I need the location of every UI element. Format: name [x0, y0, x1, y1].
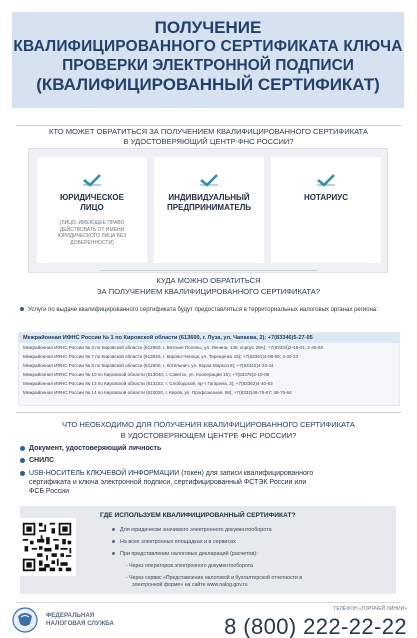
usage-line	[112, 539, 236, 546]
usage-sub: - Через сервис «Представление налоговой и бухгалтерской отчетности в	[126, 575, 303, 581]
bullet-icon	[112, 540, 115, 543]
where-heading-2: ЗА ПОЛУЧЕНИЕМ КВАЛИФИЦИРОВАННОГО СЕРТИФИКАТА?	[96, 287, 321, 296]
qr-code	[18, 518, 76, 576]
doc-item-text: СНИЛС	[29, 457, 55, 464]
checkmark-icon	[199, 173, 219, 187]
card-note: (ЛИЦО, ИМЕЮЩЕЕ ПРАВО ДЕЙСТВОВАТЬ ОТ ИМЕНИ ЮРИДИЧЕСКОГО ЛИЦА БЕЗ ДОВЕРЕННОСТИ)	[57, 220, 127, 246]
usage-sub: - Через операторов электронного документооборота	[126, 563, 253, 569]
org-name	[46, 612, 114, 627]
usage-line	[112, 527, 272, 534]
bullet-icon	[20, 458, 25, 463]
bullet-icon	[112, 528, 115, 531]
usage-title: ГДЕ ИСПОЛЬЗУЕМ КВАЛИФИЦИРОВАННЫЙ СЕРТИФИКАТ?	[100, 512, 296, 519]
card-entrepreneur	[154, 157, 264, 263]
doc-item-snils	[20, 456, 400, 465]
who-heading-2: В УДОСТОВЕРЯЮЩИЙ ЦЕНТР ФНС РОССИИ?	[123, 137, 294, 146]
doc-item-text: Документ, удостоверяющий личность	[29, 445, 162, 452]
usage-sub-cont: электронной форме» на сайте www.nalog.gov.ru	[132, 582, 248, 588]
divider	[16, 125, 401, 126]
where-heading-1: КУДА МОЖНО ОБРАТИТЬСЯ	[156, 276, 261, 285]
doc-item-id	[20, 444, 400, 453]
docs-heading-1: ЧТО НЕОБХОДИМО ДЛЯ ПОЛУЧЕНИЯ КВАЛИФИЦИРОВАННОГО СЕРТИФИКАТА	[61, 420, 356, 429]
address-row: Межрайонная ИФНС России № 10 по Кировской области (613040, г. Советск, ул. Кооперации 15); +7(83375)2-10-08	[23, 372, 270, 377]
address-row: Межрайонная ИФНС России № 13 по Кировской области (613152, г. Слободской, пр-т Гагарина, 3); +7(83362)4-40-63	[23, 381, 273, 386]
hotline-label: ТЕЛЕФОН «ГОРЯЧЕЙ ЛИНИИ»	[333, 606, 407, 612]
where-bullet-text: Услуги по выдаче квалифицированного сертификата будут предоставляться в территориальных налоговых органах региона:	[28, 307, 378, 313]
divider	[100, 270, 317, 271]
card-name-2: ЛИЦО	[80, 203, 104, 212]
usage-line-text: Для юридически значимого электронного документооборота	[120, 527, 272, 533]
org-name-line-2: НАЛОГОВАЯ СЛУЖБА	[46, 619, 114, 627]
checkmark-icon	[316, 173, 336, 187]
divider	[16, 412, 401, 413]
usage-sub-text: Через операторов электронного документооборота	[129, 563, 253, 569]
hotline-phone: 8 (800) 222-22-22	[224, 614, 407, 638]
doc-item-usb-cont: сертификата и ключа электронной подписи, сертифицированный ФСТЭК России или	[29, 479, 307, 486]
who-heading-1: КТО МОЖЕТ ОБРАТИТЬСЯ ЗА ПОЛУЧЕНИЕМ КВАЛИФИЦИРОВАННОГО СЕРТИФИКАТА	[48, 127, 368, 136]
doc-item-usb-cont: ФСБ России	[29, 488, 69, 495]
address-row: Межрайонная ИФНС России № 8 по Кировской области (612600, г. Котельнич, ул. Карла Маркса 8); +7(83342)4-33-44	[23, 363, 274, 368]
address-row: Межрайонная ИФНС России № 3 по Кировской области (612960, г. Вятские Поляны, ул. Ленина, 135, корпус 29А); +7(83334)2-46-01; 2-46-50	[23, 345, 324, 350]
address-row: Межрайонная ИФНС России № 14 по Кировской области (610020, г. Киров, ул. Профсоюзная, 69); +7(8332)48-76-67; 48-76-64	[23, 390, 292, 395]
fns-emblem-icon	[10, 606, 40, 634]
bullet-icon	[20, 307, 24, 311]
footer-divider	[16, 602, 401, 603]
bullet-icon	[20, 471, 25, 476]
usage-line	[112, 551, 258, 558]
address-list	[18, 332, 400, 406]
card-notary	[271, 157, 381, 263]
org-name-line-1: ФЕДЕРАЛЬНАЯ	[46, 612, 95, 619]
address-row: Межрайонная ИФНС России № 7 по Кировской области (613040, г. Кирово-Чепецк, ул. Терещенко 15); +7(83361)4-08-09; 4-30-23	[23, 354, 299, 359]
card-name-1: НОТАРИУС	[304, 193, 348, 202]
title-line-2: КВАЛИФИЦИРОВАННОГО СЕРТИФИКАТА КЛЮЧА	[13, 38, 403, 55]
title-line-4: (КВАЛИФИЦИРОВАННЫЙ СЕРТИФИКАТ)	[36, 75, 380, 94]
bullet-icon	[112, 552, 115, 555]
card-name-1: ИНДИВИДУАЛЬНЫЙ	[168, 193, 250, 202]
docs-heading-2: В УДОСТОВЕРЯЮЩЕМ ЦЕНТРЕ ФНС РОССИИ?	[120, 431, 297, 440]
checkmark-icon	[82, 173, 102, 187]
doc-item-usb	[20, 469, 400, 478]
where-bullet	[20, 306, 400, 314]
title-line-1: ПОЛУЧЕНИЕ	[154, 18, 262, 37]
title-banner	[12, 12, 404, 108]
title-line-3: ПРОВЕРКИ ЭЛЕКТРОННОЙ ПОДПИСИ	[62, 57, 354, 74]
card-name-1: ЮРИДИЧЕСКОЕ	[60, 193, 124, 202]
address-lead: Межрайонная ИФНС России № 1 по Кировской области (613600, г. Луза, ул. Чапаева, 2); +7(83346)5-27-05	[19, 333, 399, 343]
usage-line-text: На всех электронных площадках и в сервисах	[120, 539, 236, 545]
usage-line-text: При представлении налоговых деклараций (расчетов):	[120, 551, 258, 557]
bullet-icon	[20, 446, 25, 451]
card-name-2: ПРЕДПРИНИМАТЕЛЬ	[166, 203, 252, 212]
applicant-cards-panel	[28, 148, 388, 273]
usage-sub-text: Через сервис «Представление налоговой и бухгалтерской отчетности в	[129, 575, 303, 581]
card-legal-entity	[37, 157, 147, 263]
doc-item-text: USB-НОСИТЕЛЬ КЛЮЧЕВОЙ ИНФОРМАЦИИ (токен) для записи квалифицированного	[29, 470, 314, 477]
